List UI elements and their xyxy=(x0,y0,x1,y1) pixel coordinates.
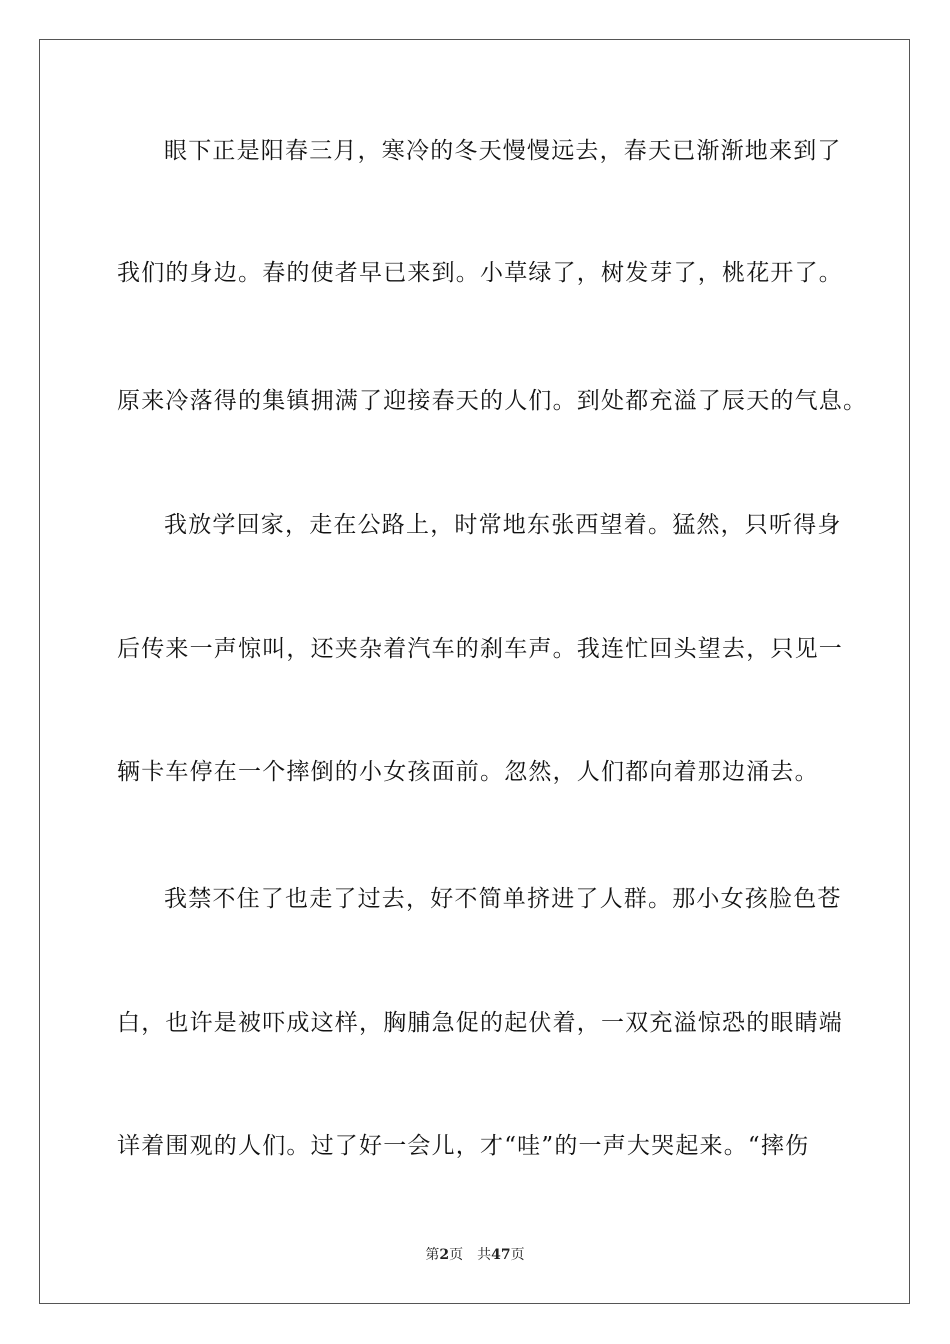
page-number-current: 2 xyxy=(439,1247,450,1263)
paragraph-3-line-3: 详着围观的人们。过了好一会儿，才“哇”的一声大哭起来。“摔伤 xyxy=(117,1133,810,1159)
paragraph-1-line-2: 我们的身边。春的使者早已来到。小草绿了，树发芽了，桃花开了。 xyxy=(117,260,843,286)
page-total-suffix: 页 xyxy=(510,1247,525,1263)
paragraph-2-line-3: 辆卡车停在一个摔倒的小女孩面前。忽然，人们都向着那边涌去。 xyxy=(117,759,819,785)
paragraph-1-line-1: 眼下正是阳春三月，寒冷的冬天慢慢远去，春天已渐渐地来到了 xyxy=(164,138,842,164)
page-total-prefix: 共 xyxy=(477,1247,492,1263)
paragraph-3-line-2: 白，也许是被吓成这样，胸脯急促的起伏着，一双充溢惊恐的眼睛端 xyxy=(117,1010,843,1036)
page-number-suffix: 页 xyxy=(449,1247,464,1263)
page-border xyxy=(39,39,910,1304)
page-total-count: 47 xyxy=(491,1247,511,1263)
paragraph-2-line-1: 我放学回家，走在公路上，时常地东张西望着。猛然，只听得身 xyxy=(164,512,842,538)
paragraph-1-line-3: 原来冷落得的集镇拥满了迎接春天的人们。到处都充溢了辰天的气息。 xyxy=(117,388,868,414)
page-footer xyxy=(0,1246,950,1264)
paragraph-2-line-2: 后传来一声惊叫，还夹杂着汽车的刹车声。我连忙回头望去，只见一 xyxy=(117,636,843,662)
page-number-prefix: 第 xyxy=(425,1247,440,1263)
paragraph-3-line-1: 我禁不住了也走了过去，好不简单挤进了人群。那小女孩脸色苍 xyxy=(164,886,842,912)
